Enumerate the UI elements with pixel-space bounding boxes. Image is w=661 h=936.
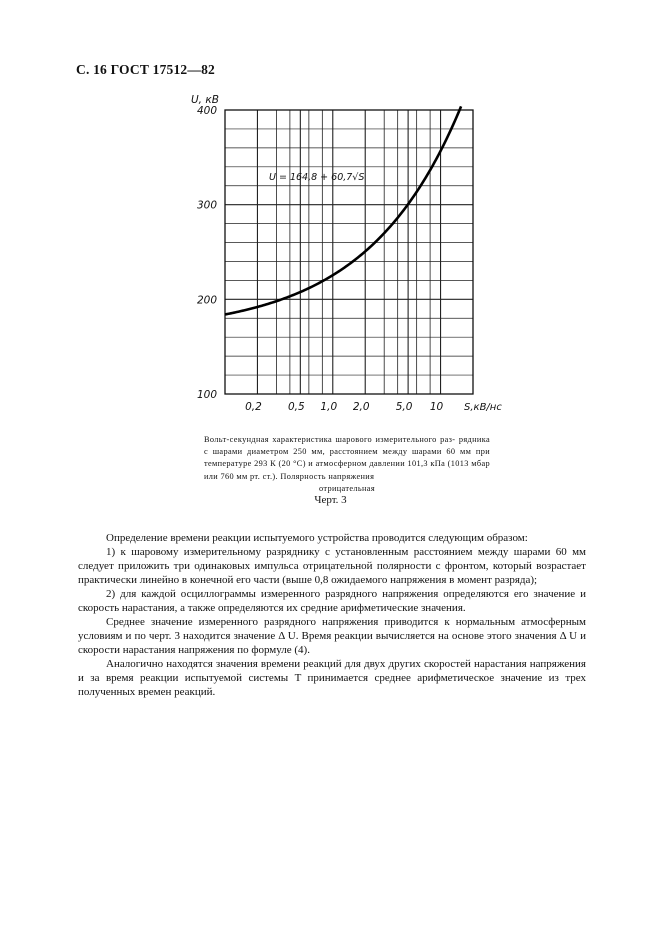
formula-annotation: U = 164,8 + 60,7√S (269, 172, 365, 183)
x-tick-label: 5,0 (395, 401, 413, 413)
paragraph: Аналогично находятся значения времени реакций для двух других скоростей нарастания напряжения и за время реакции испытуемой системы T принимается среднее арифметическое значение из трех полученных времен реакций. (78, 658, 586, 698)
body-text (78, 531, 586, 699)
paragraph: Среднее значение измеренного разрядного напряжения приводится к нормальным атмосферным условиям и по черт. 3 находится значение Δ U. Время реакции вычисляется на основе этого значения Δ U и скорости нарастания напряжения по формуле (4). (78, 616, 586, 656)
y-tick-label: 400 (196, 105, 217, 117)
x-axis-label: S,кВ/нс (464, 402, 502, 413)
caption-line: 60 мм при температуре 293 К (20 °С) и атмосферном давлении (204, 447, 490, 469)
y-tick-label: 300 (196, 199, 217, 212)
x-tick-label: 0,2 (245, 401, 262, 413)
x-tick-label: 2,0 (352, 401, 370, 413)
caption-line: Вольт-секундная характеристика шарового измерительного раз- (204, 435, 456, 444)
x-tick-label: 0,5 (287, 401, 305, 413)
x-tick-label: 10 (429, 401, 444, 413)
voltage-time-chart (0, 0, 661, 430)
page-header: С. 16 ГОСТ 17512—82 (76, 62, 215, 77)
caption-line: отрицательная (319, 483, 375, 493)
y-axis-label: U, кВ (191, 94, 219, 106)
paragraph: 1) к шаровому измерительному разряднику с установленным расстоянием между шарами 60 мм следует приложить три одинаковых импульса отрицательной полярности с фронтом, который возрастает практически линейно в конечной его части (выше 0,8 ожидаемого напряжения в момент разряда); (78, 546, 586, 586)
y-tick-label: 200 (196, 294, 217, 307)
caption-line: 101,3 кПа (1013 мбар или 760 мм рт. ст.). Полярность напряжения (204, 459, 490, 481)
paragraph: 2) для каждой осциллограммы измеренного разрядного напряжения определяются его значение и скорость нарастания, а также определяются их средние арифметические значения. (78, 588, 586, 614)
figure-number: Черт. 3 (314, 494, 347, 506)
plot-frame (225, 110, 473, 394)
y-tick-label: 100 (196, 389, 217, 401)
paragraph: Определение времени реакции испытуемого устройства проводится следующим образом: (106, 532, 528, 544)
caption-line: рядника с шарами диаметром 250 мм, расстоянием между шарами (204, 435, 490, 457)
x-tick-label: 1,0 (320, 401, 338, 413)
series-line-curve (225, 106, 461, 314)
figure-caption (204, 434, 490, 495)
